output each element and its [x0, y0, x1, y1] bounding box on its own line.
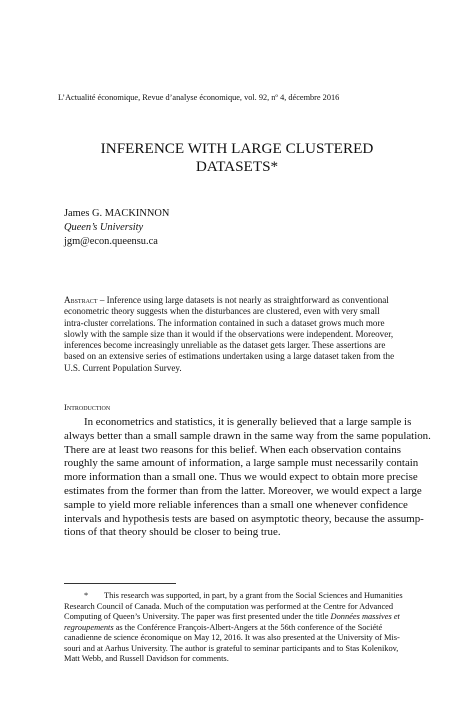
body-line: intervals and hypothesis tests are based on asymptotic theory, because the assump- — [64, 512, 424, 525]
body-line: roughly the same amount of information, a large sample must necessarily contain — [64, 457, 419, 470]
footnote-separator — [64, 583, 176, 584]
abstract-line: U.S. Current Population Survey. — [64, 362, 182, 373]
abstract-line: intra-cluster correlations. The information contained in such a dataset grows much more — [64, 317, 385, 328]
author-email: jgm@econ.queensu.ca — [64, 236, 158, 247]
footnote-line — [64, 612, 416, 623]
footnote-line: Matt Webb, and Russell Davidson for comments. — [64, 654, 229, 663]
footnote-text: Computing of Queen’s University. The paper was first presented under the title — [64, 612, 331, 621]
body-line: tions of that theory should be closer to being true. — [64, 526, 281, 539]
footnote-marker: * — [84, 591, 89, 600]
abstract-text: – Inference using large datasets is not nearly as straightforward as conventional — [97, 295, 389, 305]
body-line: always better than a small sample drawn in the same way from the same population. — [64, 429, 431, 442]
body-line: more information than a small one. Thus we would expect to obtain more precise — [64, 471, 418, 484]
footnote-text: as the Conférence François-Albert-Angers at the 56th conference of the Société — [113, 622, 383, 632]
footnote-line — [64, 591, 416, 602]
footnote-line: Research Council of Canada. Much of the computation was performed at the Centre for Advanced — [64, 601, 394, 611]
author-name: James G. MACKINNON — [64, 208, 170, 219]
journal-header: L’Actualité économique, Revue d’analyse économique, vol. 92, nº 4, décembre 2016 — [58, 93, 340, 102]
paper-title-line-1: INFERENCE WITH LARGE CLUSTERED — [100, 140, 374, 157]
paper-title-line-2: DATASETS* — [195, 158, 279, 175]
body-line: In econometrics and statistics, it is generally believed that a large sample is — [84, 416, 412, 428]
abstract-line: inferences become increasingly unreliable as the dataset gets larger. These assertions are — [64, 340, 386, 351]
body-line: estimates from the former than from the latter. Moreover, we would expect a large — [64, 484, 422, 497]
footnote-line: canadienne de science économique on May 12, 2016. It was also presented at the University of Mis- — [64, 633, 400, 642]
abstract-line: slowly with the sample size than it would if the observations were independent. Moreover, — [64, 328, 394, 339]
footnote-line: souri and at Aarhus University. The author is grateful to seminar participants and to Stas Kolenikov, — [64, 643, 399, 653]
introduction-paragraph — [64, 416, 431, 540]
abstract-line — [64, 295, 416, 306]
footnote-italic-title: Données massives et — [330, 612, 400, 621]
abstract-label: Abstract — [64, 295, 98, 305]
author-affiliation: Queen’s University — [64, 222, 144, 233]
abstract-line: econometric theory suggests when the disturbances are clustered, even with very small — [64, 306, 380, 317]
footnote-italic-title: regroupements — [64, 622, 114, 632]
abstract-line: based on an extensive series of estimations undertaken using a large dataset taken from the — [64, 351, 395, 362]
abstract — [64, 295, 416, 374]
author-block — [64, 207, 169, 249]
footnote — [64, 591, 416, 665]
section-heading-introduction: Introduction — [64, 402, 111, 412]
footnote-text: This research was supported, in part, by a grant from the Social Sciences and Humanities — [104, 591, 403, 600]
footnote-line — [64, 623, 416, 634]
body-line: There are at least two reasons for this belief. When each observation contains — [64, 443, 401, 456]
body-line: sample to yield more reliable inferences than a small one whenever confidence — [64, 498, 408, 511]
